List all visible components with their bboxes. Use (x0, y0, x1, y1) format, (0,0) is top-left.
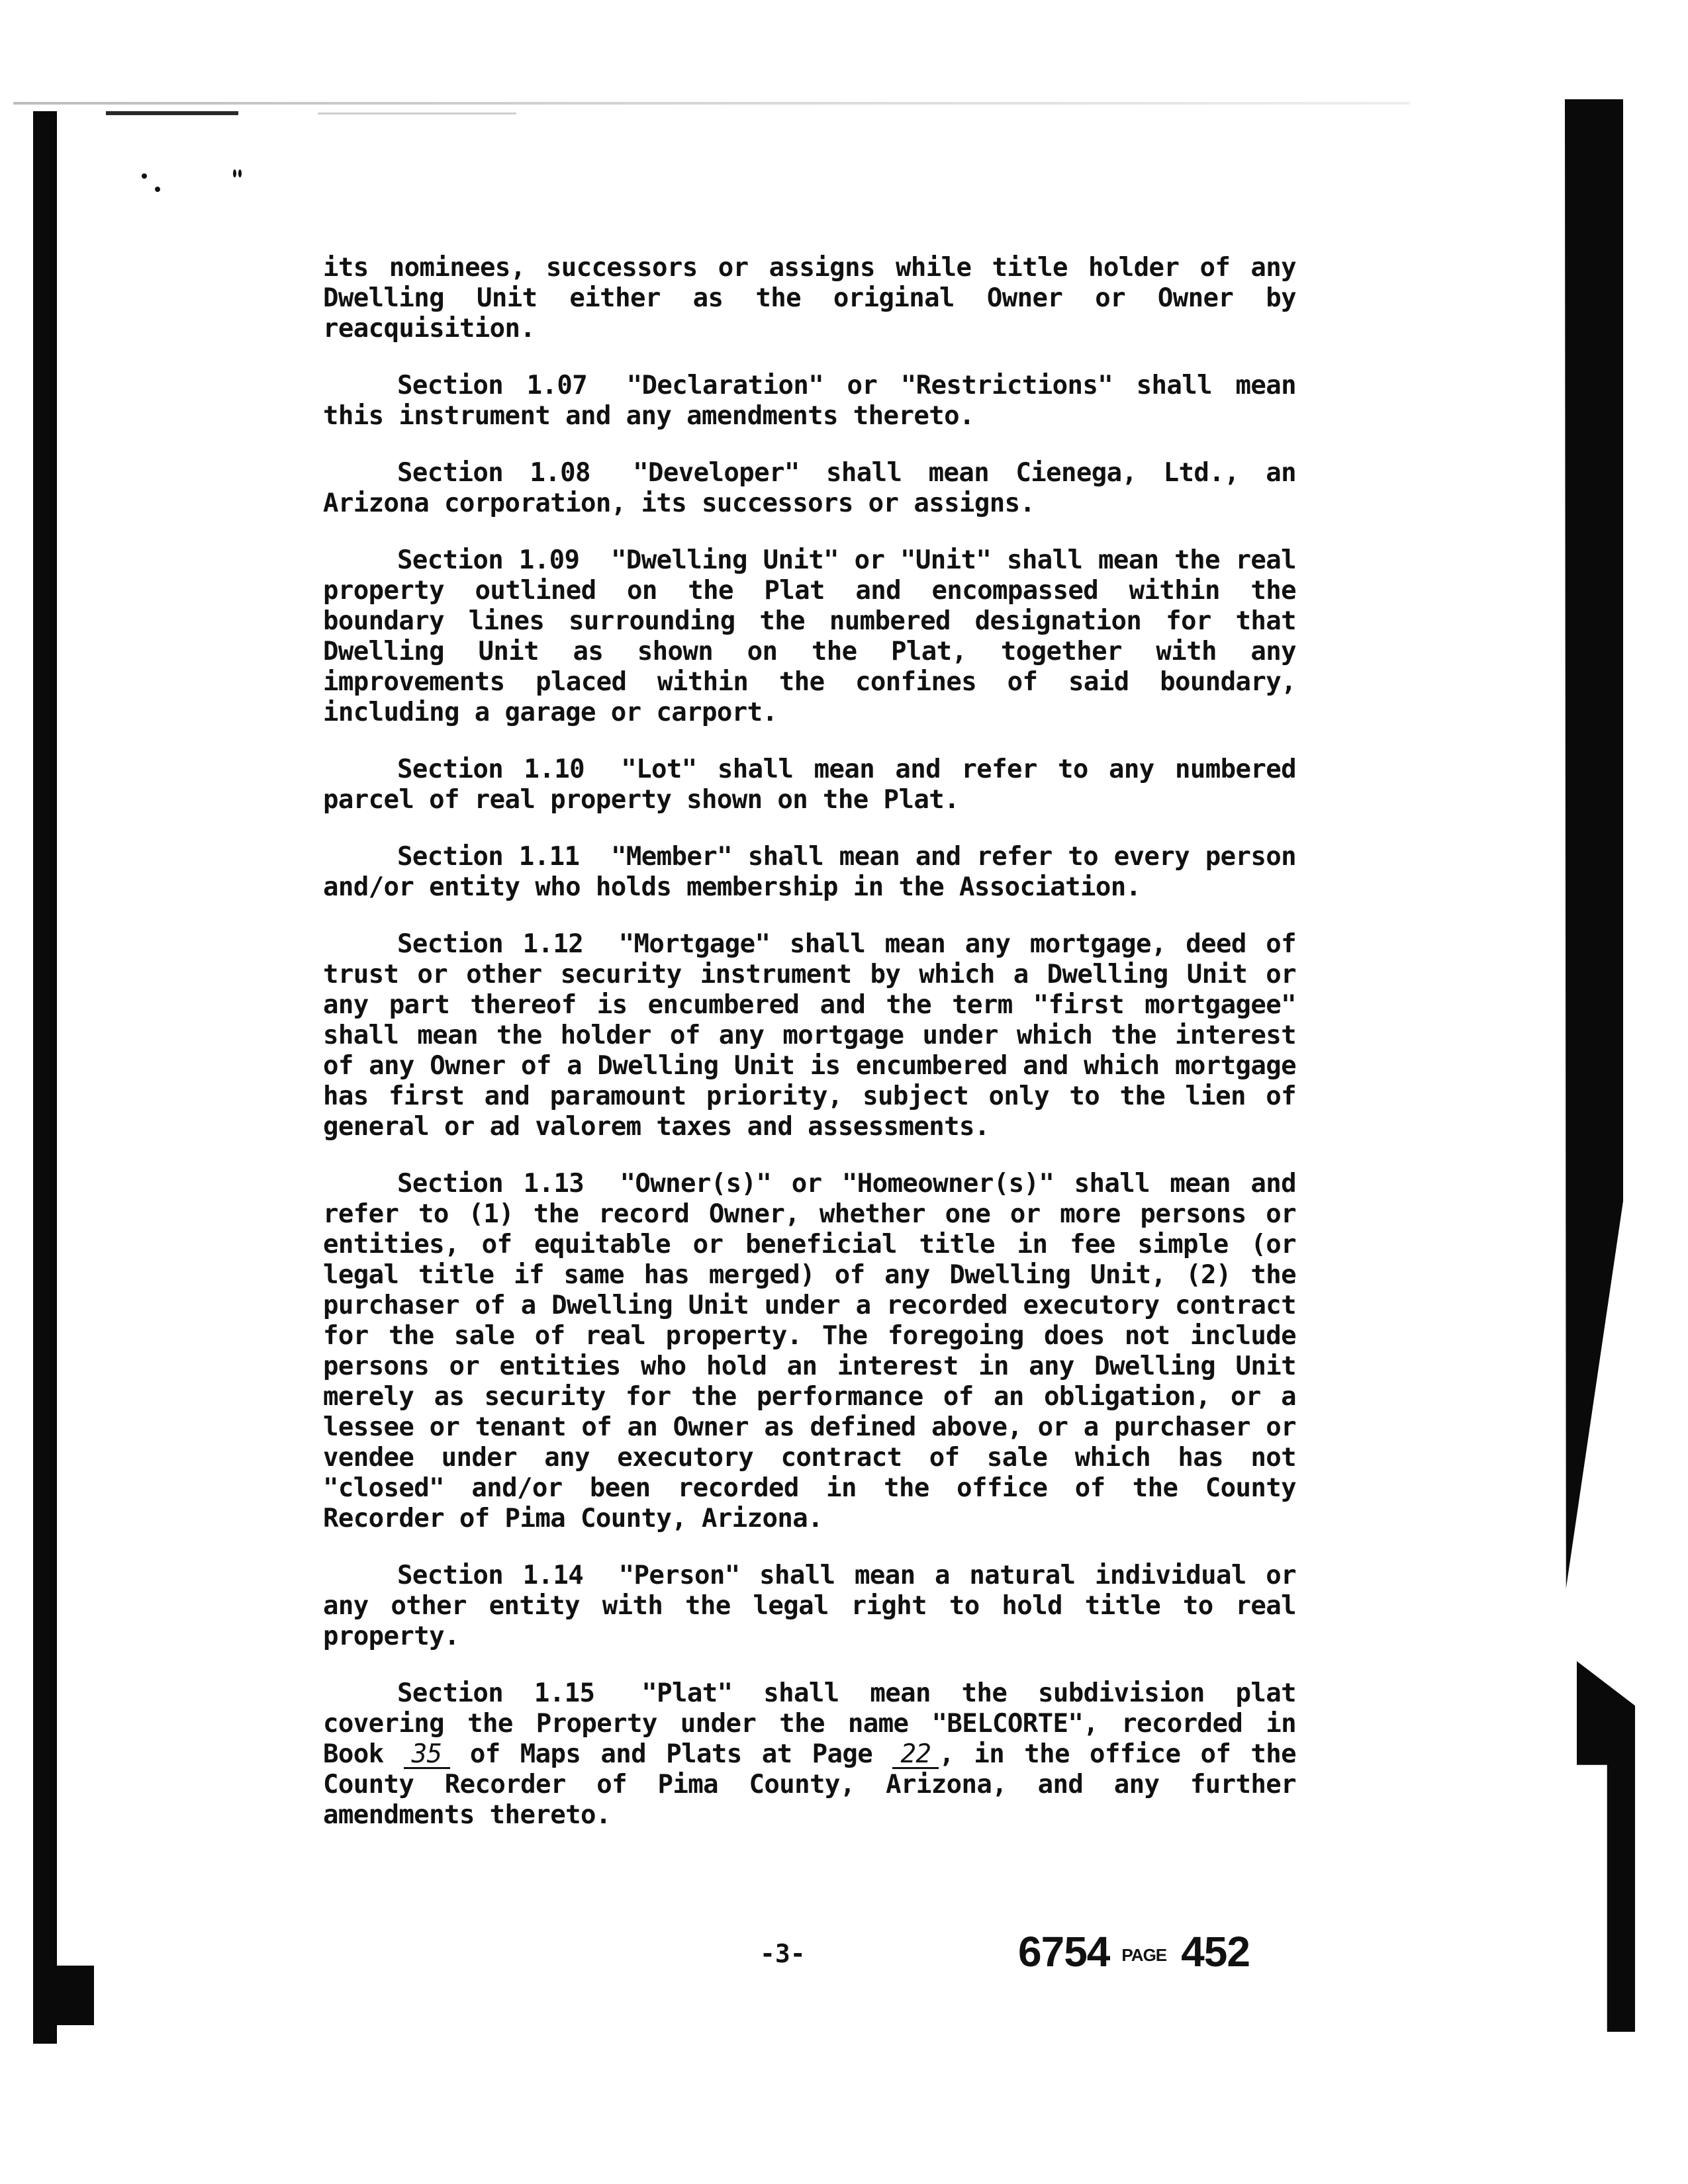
section-text: "Dwelling Unit" or "Unit" shall mean the real property outlined on the Plat and encompassed within the boundary lines surrounding the numbered designation for that Dwelling Unit as shown on the Plat, together with any improvements placed within the confines of said boundary, including a garage or carport. (323, 545, 1296, 727)
recording-page-number: 452 (1181, 1928, 1250, 1976)
scan-right-border-upper (1565, 99, 1623, 1588)
recording-stamp (1018, 1927, 1250, 1976)
section-text: "Plat" shall mean the subdivision plat covering the Property under the name "BELCORTE", recorded in Book (323, 1678, 1296, 1769)
section-heading: Section 1.11 (397, 842, 580, 872)
section-heading: Section 1.10 (397, 754, 585, 784)
book-number-field: 35 (404, 1742, 450, 1769)
section-1-11 (323, 842, 1296, 903)
scan-speck (142, 173, 147, 179)
document-body (323, 253, 1296, 1857)
section-1-13 (323, 1169, 1296, 1534)
section-1-15 (323, 1678, 1296, 1831)
scan-speck (155, 187, 160, 192)
section-text: "Developer" shall mean Cienega, Ltd., an Arizona corporation, its successors or assigns. (323, 458, 1296, 518)
section-1-09 (323, 545, 1296, 728)
docket-number: 6754 (1018, 1928, 1110, 1976)
section-1-12 (323, 929, 1296, 1142)
section-text: "Declaration" or "Restrictions" shall mean this instrument and any amendments thereto. (323, 371, 1296, 431)
section-1-08 (323, 458, 1296, 519)
scan-left-border (33, 111, 57, 2044)
intro-paragraph (323, 253, 1296, 344)
intro-text: its nominees, successors or assigns while title holder of any Dwelling Unit either as the original Owner or Owner by reacquisition. (323, 253, 1296, 343)
section-heading: Section 1.15 (397, 1678, 595, 1708)
section-1-14 (323, 1561, 1296, 1652)
scan-top-rule (13, 102, 1410, 105)
section-text: "Member" shall mean and refer to every person and/or entity who holds membership in the Association. (323, 842, 1296, 902)
section-heading: Section 1.12 (397, 929, 584, 959)
section-heading: Section 1.08 (397, 458, 590, 488)
section-1-07 (323, 371, 1296, 432)
scan-speck (233, 169, 236, 177)
docket-page-label: PAGE (1121, 1944, 1167, 1965)
section-heading: Section 1.09 (397, 545, 580, 575)
section-text: , in the office of the County Recorder of Pima County, Arizona, and any further amendments thereto. (323, 1739, 1297, 1830)
section-text: of Maps and Plats at Page (469, 1739, 873, 1769)
section-heading: Section 1.07 (397, 371, 588, 400)
scan-speck (238, 169, 242, 177)
scan-right-border-lower (1577, 1661, 1635, 2032)
scan-left-border-foot (57, 1966, 94, 2025)
section-text: "Owner(s)" or "Homeowner(s)" shall mean and refer to (1) the record Owner, whether one or more persons or entities, of equitable or beneficial title in fee simple (or legal title if same has merged) of any Dwelling Unit, (2) the purchaser of a Dwelling Unit under a recorded executory contract for the sale of real property. The foregoing does not include persons or entities who hold an interest in any Dwelling Unit merely as security for the performance of an obligation, or a lessee or tenant of an Owner as defined above, or a purchaser or vendee under any executory contract of sale which has not "closed" and/or been recorded in the office of the County Recorder of Pima County, Arizona. (323, 1169, 1297, 1533)
section-text: "Mortgage" shall mean any mortgage, deed of trust or other security instrument by which a Dwelling Unit or any part thereof is encumbered and the term "first mortgagee" shall mean the holder of any mortgage under which the interest of any Owner of a Dwelling Unit is encumbered and which mortgage has first and paramount priority, subject only to the lien of general or ad valorem taxes and assessments. (323, 929, 1296, 1142)
scan-top-mark (106, 111, 238, 115)
section-text: "Lot" shall mean and refer to any numbered parcel of real property shown on the Plat. (323, 754, 1296, 815)
section-1-10 (323, 754, 1296, 815)
page-number-field: 22 (892, 1742, 939, 1769)
section-heading: Section 1.13 (397, 1169, 585, 1199)
scan-top-mark-faint (318, 113, 516, 114)
page-number: -3- (760, 1939, 806, 1968)
section-heading: Section 1.14 (397, 1561, 584, 1590)
section-text: "Person" shall mean a natural individual or any other entity with the legal right to hold title to real property. (323, 1561, 1296, 1651)
